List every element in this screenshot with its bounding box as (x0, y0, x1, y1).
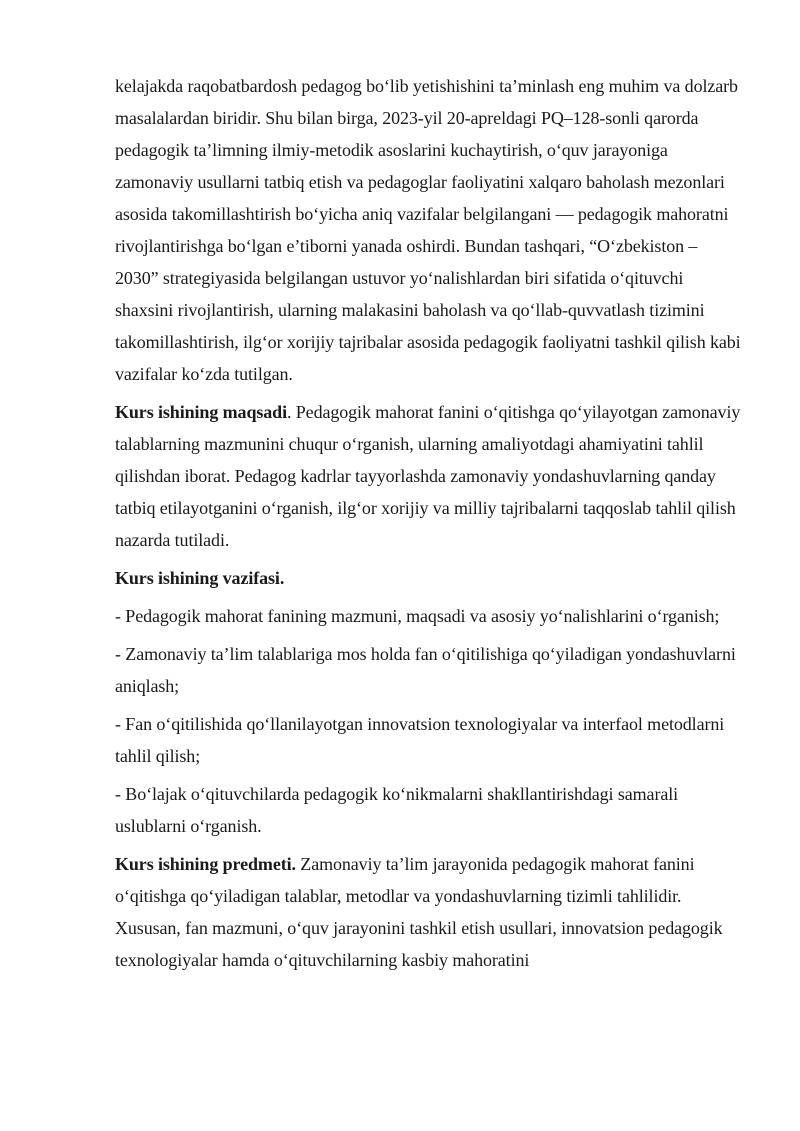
vazifa-item: - Fan o‘qitilishida qo‘llanilayotgan innovatsion texnologiyalar va interfaol metodlarni tahlil qilish; (115, 714, 725, 766)
predmet-paragraph (115, 848, 745, 976)
predmet-heading: Kurs ishining predmeti. (115, 854, 296, 874)
maqsad-text: . Pedagogik mahorat fanini o‘qitishga qo‘yilayotgan zamonaviy talablarning mazmunini chuqur o‘rganish, ularning amaliyotdagi ahamiyatini tahlil qilishdan iborat. Pedagog kadrlar tayyorlashda zamonaviy yondashuvlarning qanday tatbiq etilayotganini o‘rganish, ilg‘or xorijiy va milliy tajribalarni taqqoslab tahlil qilish nazarda tutiladi. (115, 402, 741, 550)
vazifa-heading-paragraph (115, 562, 745, 594)
maqsad-paragraph (115, 396, 745, 556)
maqsad-heading: Kurs ishining maqsadi (115, 402, 287, 422)
document-page (115, 70, 745, 982)
vazifa-item: - Zamonaviy ta’lim talablariga mos holda fan o‘qitilishiga qo‘yiladigan yondashuvlarni aniqlash; (115, 644, 736, 696)
vazifa-heading: Kurs ishining vazifasi. (115, 568, 285, 588)
vazifa-item: - Bo‘lajak o‘qituvchilarda pedagogik ko‘nikmalarni shakllantirishdagi samarali uslublarni o‘rganish. (115, 784, 679, 836)
intro-paragraph: kelajakda raqobatbardosh pedagog bo‘lib yetishishini ta’minlash eng muhim va dolzarb masalalardan biridir. Shu bilan birga, 2023-yil 20-apreldagi PQ–128-sonli qarorda pedagogik ta’limning ilmiy-metodik asoslarini kuchaytirish, o‘quv jarayoniga zamonaviy usullarni tatbiq etish va pedagoglar faoliyatini xalqaro baholash mezonlari asosida takomillashtirish bo‘yicha aniq vazifalar belgilangani — pedagogik mahoratni rivojlantirishga bo‘lgan e’tiborni yanada oshirdi. Bundan tashqari, “O‘zbekiston – 2030” strategiyasida belgilangan ustuvor yo‘nalishlardan biri sifatida o‘qituvchi shaxsini rivojlantirish, ularning malakasini baholash va qo‘llab-quvvatlash tizimini takomillashtirish, ilg‘or xorijiy tajribalar asosida pedagogik faoliyatni tashkil qilish kabi vazifalar ko‘zda tutilgan. (115, 76, 741, 384)
vazifa-item: - Pedagogik mahorat fanining mazmuni, maqsadi va asosiy yo‘nalishlarini o‘rganish; (115, 606, 720, 626)
predmet-text: Zamonaviy ta’lim jarayonida pedagogik mahorat fanini o‘qitishga qo‘yiladigan talablar, metodlar va yondashuvlarning tizimli tahlilidir. Xususan, fan mazmuni, o‘quv jarayonini tashkil etish usullari, innovatsion pedagogik texnologiyalar hamda o‘qituvchilarning kasbiy mahoratini (115, 854, 723, 970)
